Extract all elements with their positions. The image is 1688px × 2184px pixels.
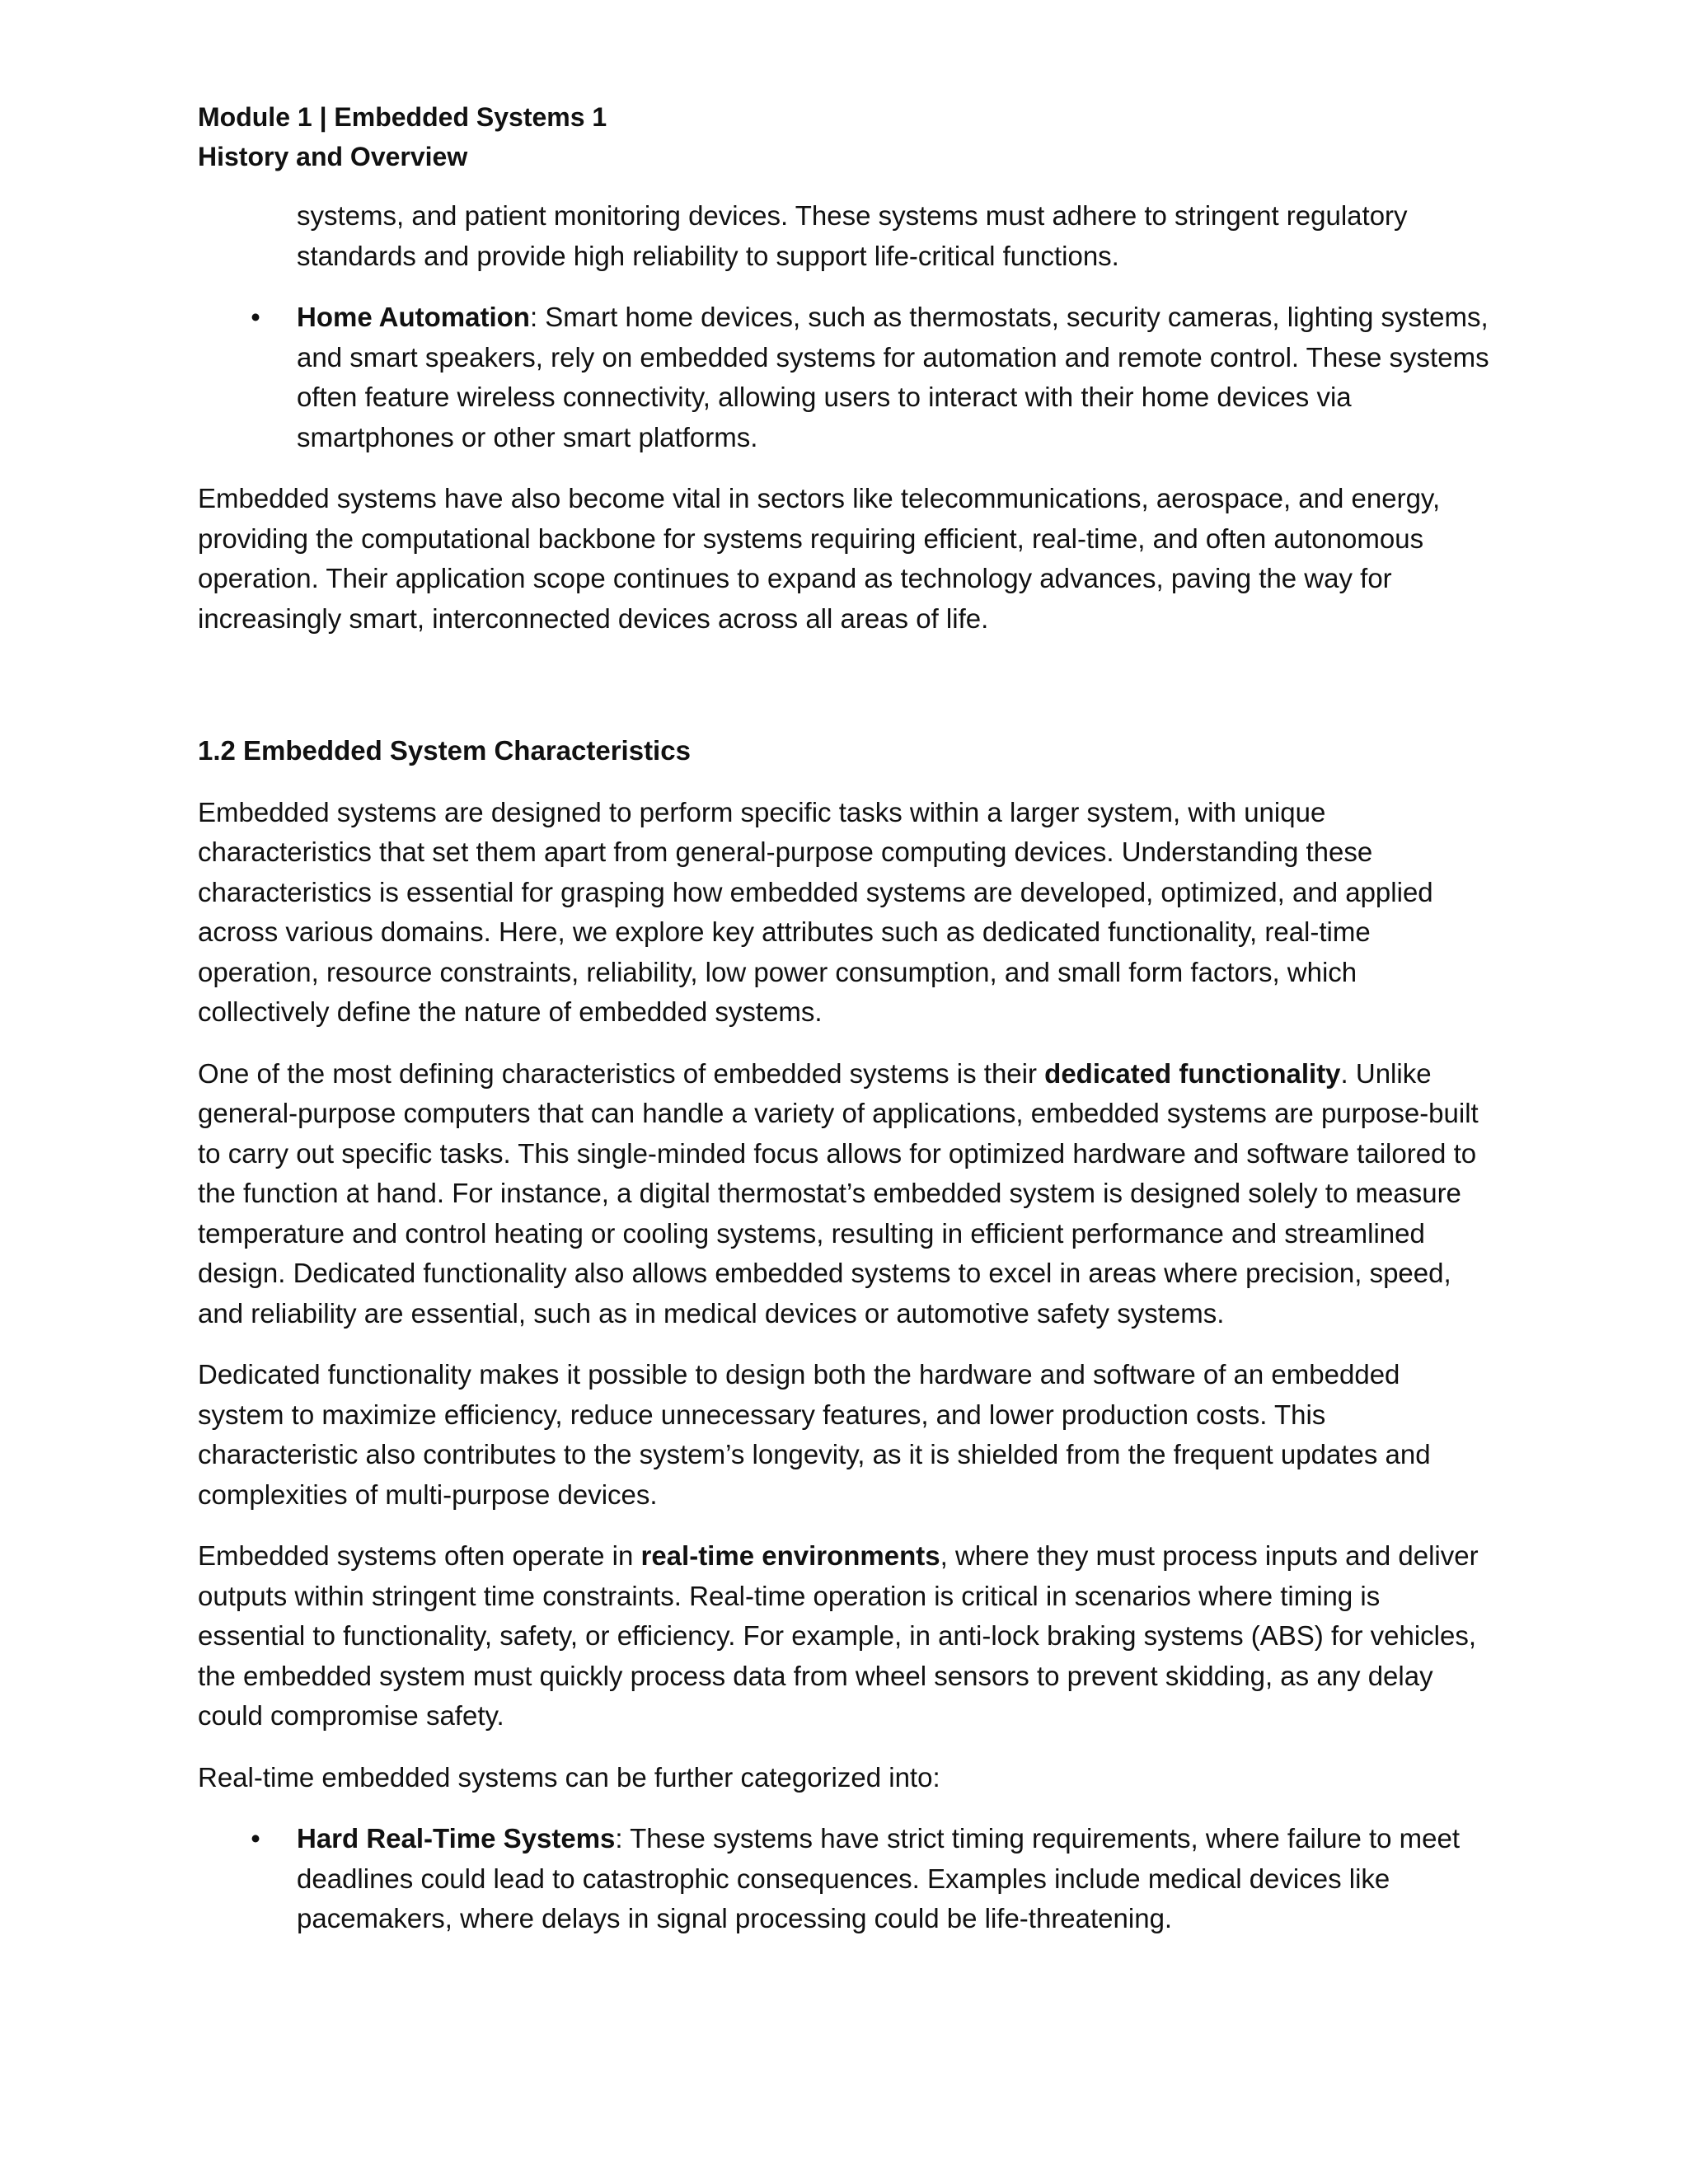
module-subtitle: History and Overview xyxy=(198,142,468,171)
bullet-term: Home Automation xyxy=(297,302,530,332)
paragraph-dedicated-functionality xyxy=(198,1054,1490,1334)
bullet-text: : Smart home devices, such as thermostats, security cameras, lighting systems, and smart speakers, rely on embedded systems for automation and remote control. These systems often feature wireless connectivity, allowing users to interact with their home devices via smartphones or other smart platforms. xyxy=(297,302,1489,452)
text-run: , where they must process inputs and deliver outputs within stringent time constraints. Real-time operation is critical in scenarios where timing is essential to functionality, safety, or efficiency. For example, in anti-lock braking systems (ABS) for vehicles, the embedded system must quickly process data from wheel sensors to prevent skidding, as any delay could compromise safety. xyxy=(198,1540,1479,1731)
bullet-marker: • xyxy=(251,302,260,332)
text-run: Embedded systems often operate in xyxy=(198,1540,641,1571)
bullet-text: : These systems have strict timing requirements, where failure to meet deadlines could lead to catastrophic consequences. Examples include medical devices like pacemakers, where delays in signal processing could be life-threatening. xyxy=(297,1823,1461,1933)
paragraph-dedicated-benefits: Dedicated functionality makes it possible to design both the hardware and software of an embedded system to maximize efficiency, reduce unnecessary features, and lower production costs. This characteristic also contributes to the system’s longevity, as it is shielded from the frequent updates and complexities of multi-purpose devices. xyxy=(198,1359,1431,1510)
continued-bullet-text: systems, and patient monitoring devices. These systems must adhere to stringent regulatory standards and provide high reliability to support life-critical functions. xyxy=(297,200,1408,271)
document-body xyxy=(198,196,1490,1939)
module-title: Module 1 | Embedded Systems 1 xyxy=(198,102,607,132)
bold-term: real-time environments xyxy=(640,1540,940,1571)
paragraph-intro: Embedded systems are designed to perform specific tasks within a larger system, with unique characteristics that set them apart from general-purpose computing devices. Understanding these characteristics is essential for grasping how embedded systems are developed, optimized, and applied across various domains. Here, we explore key attributes such as dedicated functionality, real-time operation, resource constraints, reliability, low power consumption, and small form factors, which collectively define the nature of embedded systems. xyxy=(198,796,1433,1027)
bullet-term: Hard Real-Time Systems xyxy=(297,1823,616,1854)
paragraph-real-time xyxy=(198,1536,1490,1736)
page-header xyxy=(198,97,1490,176)
text-run: One of the most defining characteristics of embedded systems is their xyxy=(198,1057,1045,1089)
paragraph-categorized: Real-time embedded systems can be further categorized into: xyxy=(198,1761,940,1793)
bullet-hard-real-time xyxy=(198,1819,1490,1939)
bullet-home-automation xyxy=(198,298,1490,457)
section-heading: 1.2 Embedded System Characteristics xyxy=(198,735,691,766)
bullet-marker: • xyxy=(251,1823,260,1854)
bold-term: dedicated functionality xyxy=(1044,1057,1341,1089)
paragraph-sectors: Embedded systems have also become vital in sectors like telecommunications, aerospace, and energy, providing the computational backbone for systems requiring efficient, real-time, and often autonomous operation. Their application scope continues to expand as technology advances, paving the way for increasingly smart, interconnected devices across all areas of life. xyxy=(198,483,1441,634)
text-run: . Unlike general-purpose computers that can handle a variety of applications, embedded systems are purpose-built to carry out specific tasks. This single-minded focus allows for optimized hardware and software tailored to the function at hand. For instance, a digital thermostat’s embedded system is designed solely to measure temperature and control heating or cooling systems, resulting in efficient performance and streamlined design. Dedicated functionality also allows embedded systems to excel in areas where precision, speed, and reliability are essential, such as in medical devices or automotive safety systems. xyxy=(198,1057,1479,1329)
